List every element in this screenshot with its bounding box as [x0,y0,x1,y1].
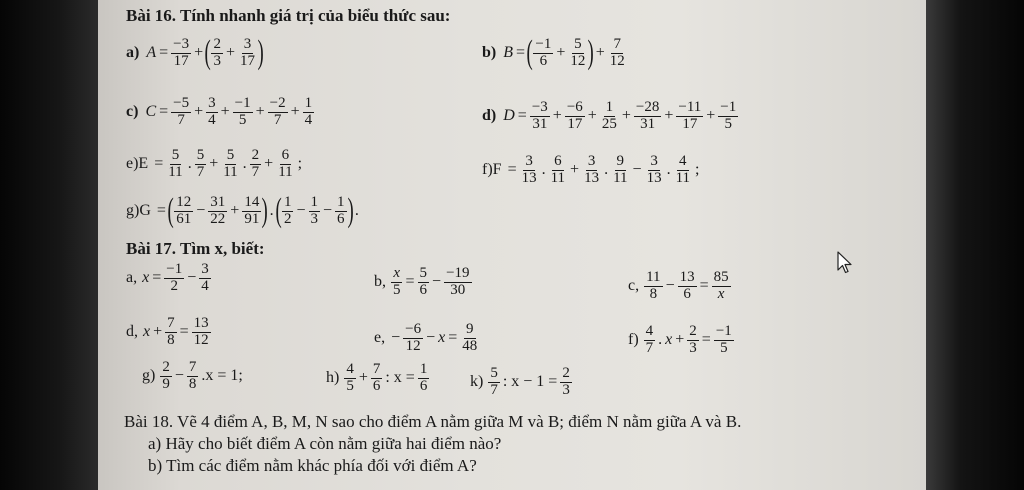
fraction: $\frac{-28}{31}$ [635,99,660,132]
bai17-g-label: g) [142,367,156,385]
fraction: $\frac{3}{13}$ [584,153,600,186]
fraction: $\frac{7}{8}$ [167,315,175,348]
bai17-h: h) $\frac{4}{5}$ + $\frac{7}{6}$ : x = $\frac{1}{6}$ [326,361,428,394]
bai16-g-label: g)G [126,202,151,219]
bai16-e-label: e)E [126,155,149,173]
fraction: $\frac{31}{22}$ [210,193,226,227]
fraction: $\frac{1}{25}$ [601,99,617,132]
fraction: $\frac{-19}{30}$ [446,265,470,298]
bai16-a-label: a) [126,44,140,61]
bai17-c-label: c, [628,277,640,295]
fraction: $\frac{11}{8}$ [646,269,661,302]
fraction: $\frac{13}{12}$ [193,315,209,348]
bai16-g: g)G = ( $\frac{12}{61}$ − $\frac{31}{22}$ + $\frac{14}{91}$ ) . ( $\frac{1}{2}$ − $\frac{1}{3}$ − $\frac{1}{6}$ ) . [126,192,359,229]
bai16-a: a) A = $\frac{-3}{17}$ + ( $\frac{2}{3}$ + $\frac{3}{17}$ ) [126,34,264,71]
worksheet-page [98,0,926,490]
fraction: $\frac{14}{91}$ [244,193,260,227]
bai17-f-label: f) [628,331,639,349]
fraction: $\frac{7}{6}$ [372,361,381,394]
fraction: $\frac{-6}{12}$ [405,321,422,354]
bai17-b-label: b, [374,273,386,291]
bai16-d-var: D [503,107,515,125]
fraction: $\frac{2}{3}$ [562,365,570,398]
fraction: $\frac{9}{11}$ [613,153,628,186]
fraction: $\frac{5}{11}$ [223,147,238,180]
fraction: $\frac{1}{6}$ [419,361,428,394]
bai17-a-label: a, [126,269,138,287]
bai17-title: Bài 17. Tìm x, biết: [126,239,265,258]
bai16-f: f)F = $\frac{3}{13}$ . $\frac{6}{11}$ + $\frac{3}{13}$ . $\frac{9}{11}$ − $\frac{3}{13}$ . $\frac{4}{11}$ ; [482,153,700,186]
fraction: $\frac{5}{12}$ [570,35,586,69]
bai18-title: Bài 18. Vẽ 4 điểm A, B, M, N sao cho điểm A nằm giữa M và B; điểm N nằm giữa A và B. [124,412,742,431]
bai16-c: c) C = $\frac{-5}{7}$ + $\frac{3}{4}$ + $\frac{-1}{5}$ + $\frac{-2}{7}$ + $\frac{1}{4}$ [126,95,313,128]
fraction: $\frac{2}{7}$ [251,147,260,180]
fraction: $\frac{5}{6}$ [419,265,428,298]
fraction: $\frac{4}{11}$ [675,153,691,186]
bai16-b-var: B [503,44,514,61]
fraction: $\frac{-1}{2}$ [166,261,183,294]
fraction: $\frac{4}{7}$ [645,323,654,356]
bai17-e-label: e, [374,329,386,347]
left-bezel [0,0,98,490]
fraction: $\frac{5}{7}$ [490,365,498,398]
fraction: $\frac{-3}{17}$ [173,35,190,69]
fraction: $\frac{3}{4}$ [201,261,209,294]
bai16-c-label: c) [126,103,139,121]
fraction: $\frac{12}{61}$ [176,193,192,227]
fraction: $\frac{7}{8}$ [188,359,197,392]
fraction: $\frac{3}{17}$ [240,35,255,69]
fraction: $\frac{-1}{5}$ [715,323,732,356]
fraction: $\frac{1}{6}$ [337,193,345,227]
fraction: $\frac{-2}{7}$ [269,95,286,128]
fraction: $\frac{4}{5}$ [346,361,354,394]
fraction: $\frac{1}{4}$ [304,95,313,128]
bai16-b: b) B = ( $\frac{-1}{6}$ + $\frac{5}{12}$ ) + $\frac{7}{12}$ [482,34,625,71]
right-bezel [926,0,1024,490]
fraction: $\frac{-1}{6}$ [535,35,552,69]
bai16-d-label: d) [482,107,497,125]
fraction: $\frac{x}{5}$ [393,265,401,298]
fraction: $\frac{-3}{31}$ [531,99,548,132]
fraction: $\frac{7}{12}$ [609,35,625,69]
bai16-d: d) D = $\frac{-3}{31}$ + $\frac{-6}{17}$ + $\frac{1}{25}$ + $\frac{-28}{31}$ + $\frac{-11}{17}$ + $\frac{-1}{5}$ [482,99,737,132]
bai17-k: k) $\frac{5}{7}$ : x − 1 = $\frac{2}{3}$ [470,365,570,398]
fraction: $\frac{6}{11}$ [550,153,566,186]
bai16-e: e)E = $\frac{5}{11}$ . $\frac{5}{7}$ + $\frac{5}{11}$ . $\frac{2}{7}$ + $\frac{6}{11}$ ; [126,147,303,180]
bai17-d: d, x + $\frac{7}{8}$ = $\frac{13}{12}$ [126,315,209,348]
bai17-k-label: k) [470,373,484,391]
bai17-b: b, $\frac{x}{5}$ = $\frac{5}{6}$ − $\frac{-19}{30}$ [374,265,470,298]
bai17-c: c, $\frac{11}{8}$ − $\frac{13}{6}$ = $\frac{85}{x}$ [628,269,729,302]
fraction: $\frac{-11}{17}$ [678,99,702,132]
fraction: $\frac{85}{x}$ [713,269,729,302]
bai18-a: a) Hãy cho biết điểm A còn nằm giữa hai điểm nào? [148,434,502,453]
bai16-c-var: C [145,103,157,121]
fraction: $\frac{3}{13}$ [521,153,537,186]
bai16-a-var: A [146,44,157,61]
fraction: $\frac{1}{2}$ [283,193,292,227]
bai16-f-label: f)F [482,161,502,179]
fraction: $\frac{-5}{7}$ [173,95,190,128]
bai17-e: e, − $\frac{-6}{12}$ − x = $\frac{9}{48}$ [374,321,478,354]
fraction: $\frac{5}{11}$ [168,147,183,180]
fraction: $\frac{2}{9}$ [162,359,170,392]
bai17-a: a, x = $\frac{-1}{2}$ − $\frac{3}{4}$ [126,261,209,294]
fraction: $\frac{3}{13}$ [646,153,662,186]
bai16-title: Bài 16. Tính nhanh giá trị của biểu thức sau: [126,6,451,25]
bai18-b: b) Tìm các điểm nằm khác phía đối với điểm A? [148,456,477,475]
fraction: $\frac{5}{7}$ [196,147,205,180]
fraction: $\frac{-1}{5}$ [720,99,737,132]
mouse-cursor-icon [837,251,855,275]
fraction: $\frac{1}{3}$ [310,193,318,227]
fraction: $\frac{9}{48}$ [462,321,478,354]
bai17-f: f) $\frac{4}{7}$ . x + $\frac{2}{3}$ = $\frac{-1}{5}$ [628,323,732,356]
bai16-b-label: b) [482,44,497,61]
fraction: $\frac{13}{6}$ [679,269,695,302]
bai17-d-label: d, [126,323,138,341]
bai17-g: g) $\frac{2}{9}$ − $\frac{7}{8}$ .x = 1; [142,359,243,392]
fraction: $\frac{2}{3}$ [689,323,697,356]
fraction: $\frac{3}{4}$ [208,95,216,128]
fraction: $\frac{6}{11}$ [278,147,293,180]
bai17-h-label: h) [326,369,340,387]
fraction: $\frac{-1}{5}$ [234,95,251,128]
fraction: $\frac{2}{3}$ [213,35,221,69]
fraction: $\frac{-6}{17}$ [566,99,583,132]
